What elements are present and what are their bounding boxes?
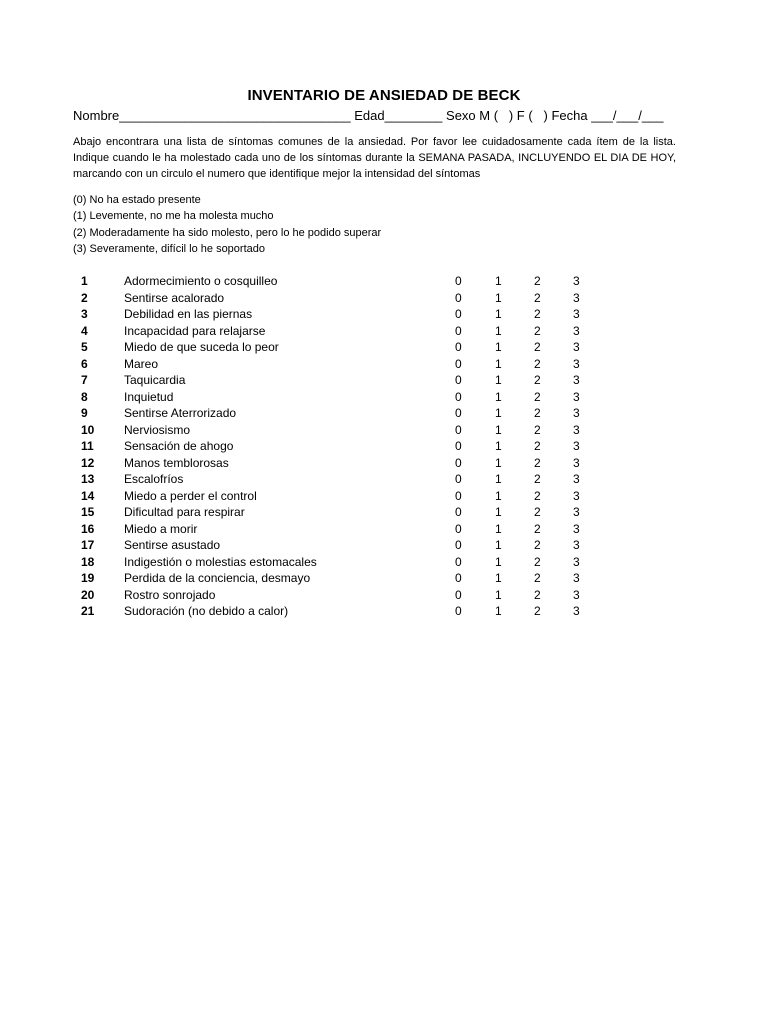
instructions-paragraph: Abajo encontrara una lista de síntomas comunes de la ansiedad. Por favor lee cuidadosamente cada ítem de la lista. Indique cuando le ha molestado cada uno de los síntomas durante la SEMANA PASADA, INCLUYENDO EL DIA DE HOY, marcando con un circulo el numero que identifique mejor la intensidad del síntomas (73, 136, 676, 180)
symptom-row (0, 389, 768, 406)
rating-option-2[interactable]: 2 (534, 422, 541, 437)
symptom-row (0, 372, 768, 389)
item-number: 5 (81, 340, 88, 354)
symptom-label: Perdida de la conciencia, desmayo (124, 571, 311, 585)
rating-option-1[interactable]: 1 (495, 538, 502, 552)
symptom-row (0, 504, 768, 521)
rating-option-2[interactable]: 2 (534, 587, 541, 602)
rating-option-2[interactable]: 2 (534, 340, 541, 354)
rating-option-3[interactable]: 3 (573, 455, 580, 470)
rating-option-0[interactable]: 0 (455, 604, 462, 618)
item-number: 19 (81, 571, 95, 585)
symptom-row (0, 438, 768, 455)
rating-option-3[interactable]: 3 (573, 604, 580, 618)
rating-option-3[interactable]: 3 (573, 571, 580, 585)
item-number: 6 (81, 356, 88, 371)
rating-option-2[interactable]: 2 (534, 406, 541, 420)
item-number: 9 (81, 406, 88, 420)
symptom-label: Manos temblorosas (124, 455, 229, 470)
symptom-row (0, 273, 768, 290)
rating-option-0[interactable]: 0 (455, 274, 462, 288)
rating-option-2[interactable]: 2 (534, 307, 541, 321)
symptom-row (0, 488, 768, 505)
respondent-info-line[interactable]: Nombre________________________________ Edad________ Sexo M ( ) F ( ) Fecha ___/___/___ (73, 108, 664, 123)
rating-option-0[interactable]: 0 (455, 488, 462, 503)
symptom-label: Rostro sonrojado (124, 587, 216, 602)
rating-option-3[interactable]: 3 (573, 323, 580, 338)
rating-option-3[interactable]: 3 (573, 472, 580, 486)
rating-option-0[interactable]: 0 (455, 439, 462, 453)
rating-option-1[interactable]: 1 (495, 587, 502, 602)
symptom-label: Miedo a morir (124, 521, 198, 536)
rating-option-2[interactable]: 2 (534, 604, 541, 618)
item-number: 10 (81, 422, 95, 437)
symptom-label: Sentirse Aterrorizado (124, 406, 237, 420)
item-number: 8 (81, 389, 88, 404)
rating-option-2[interactable]: 2 (534, 356, 541, 371)
rating-option-3[interactable]: 3 (573, 587, 580, 602)
rating-option-0[interactable]: 0 (455, 505, 462, 519)
rating-option-1[interactable]: 1 (495, 472, 502, 486)
symptom-row (0, 290, 768, 307)
rating-option-1[interactable]: 1 (495, 389, 502, 404)
symptom-row (0, 570, 768, 587)
rating-option-3[interactable]: 3 (573, 406, 580, 420)
rating-option-2[interactable]: 2 (534, 389, 541, 404)
rating-option-0[interactable]: 0 (455, 571, 462, 585)
rating-option-1[interactable]: 1 (495, 488, 502, 503)
scale-option-0: (0) No ha estado presente (73, 194, 201, 206)
rating-option-0[interactable]: 0 (455, 521, 462, 536)
symptom-row (0, 422, 768, 439)
rating-option-3[interactable]: 3 (573, 554, 580, 569)
symptom-label: Miedo a perder el control (124, 488, 257, 503)
rating-option-3[interactable]: 3 (573, 505, 580, 519)
rating-option-0[interactable]: 0 (455, 340, 462, 354)
rating-option-3[interactable]: 3 (573, 373, 580, 387)
rating-option-3[interactable]: 3 (573, 307, 580, 321)
rating-option-0[interactable]: 0 (455, 472, 462, 486)
rating-option-1[interactable]: 1 (495, 505, 502, 519)
symptom-label: Miedo de que suceda lo peor (124, 340, 279, 354)
scale-option-2: (2) Moderadamente ha sido molesto, pero lo he podido superar (73, 226, 382, 239)
rating-option-1[interactable]: 1 (495, 274, 502, 288)
rating-option-3[interactable]: 3 (573, 274, 580, 288)
item-number: 18 (81, 554, 95, 569)
symptom-row (0, 521, 768, 538)
symptom-label: Taquicardia (124, 373, 186, 387)
rating-option-1[interactable]: 1 (495, 406, 502, 420)
symptom-row (0, 306, 768, 323)
rating-option-1[interactable]: 1 (495, 571, 502, 585)
symptom-label: Sensación de ahogo (124, 439, 234, 453)
item-number: 3 (81, 307, 88, 321)
rating-option-3[interactable]: 3 (573, 290, 580, 305)
rating-option-2[interactable]: 2 (534, 274, 541, 288)
item-number: 11 (81, 439, 94, 453)
item-number: 13 (81, 472, 95, 486)
item-number: 14 (81, 488, 95, 503)
rating-option-2[interactable]: 2 (534, 323, 541, 338)
rating-option-2[interactable]: 2 (534, 521, 541, 536)
symptom-label: Adormecimiento o cosquilleo (124, 274, 278, 288)
symptom-label: Debilidad en las piernas (124, 307, 253, 321)
rating-option-1[interactable]: 1 (495, 439, 502, 453)
symptom-label: Indigestión o molestias estomacales (124, 554, 317, 569)
rating-option-2[interactable]: 2 (534, 455, 541, 470)
rating-option-0[interactable]: 0 (455, 538, 462, 552)
rating-option-1[interactable]: 1 (495, 356, 502, 371)
symptom-row (0, 537, 768, 554)
rating-option-2[interactable]: 2 (534, 472, 541, 486)
symptom-label: Nerviosismo (124, 422, 191, 437)
rating-option-0[interactable]: 0 (455, 422, 462, 437)
symptom-label: Sentirse acalorado (124, 290, 225, 305)
item-number: 4 (81, 323, 88, 338)
rating-scale-legend (73, 192, 381, 257)
symptom-row (0, 471, 768, 488)
rating-option-0[interactable]: 0 (455, 356, 462, 371)
item-number: 7 (81, 373, 88, 387)
rating-option-1[interactable]: 1 (495, 340, 502, 354)
rating-option-1[interactable]: 1 (495, 422, 502, 437)
rating-option-1[interactable]: 1 (495, 604, 502, 618)
rating-option-0[interactable]: 0 (455, 290, 462, 305)
symptom-row (0, 405, 768, 422)
symptom-row (0, 603, 768, 620)
rating-option-0[interactable]: 0 (455, 307, 462, 321)
rating-option-0[interactable]: 0 (455, 323, 462, 338)
symptom-label: Mareo (124, 356, 159, 371)
rating-option-0[interactable]: 0 (455, 587, 462, 602)
rating-option-1[interactable]: 1 (495, 307, 502, 321)
rating-option-3[interactable]: 3 (573, 356, 580, 371)
item-number: 12 (81, 455, 95, 470)
rating-option-3[interactable]: 3 (573, 538, 580, 552)
rating-option-2[interactable]: 2 (534, 488, 541, 503)
item-number: 20 (81, 587, 95, 602)
symptom-label: Sudoración (no debido a calor) (124, 604, 289, 618)
symptom-row (0, 323, 768, 340)
symptom-row (0, 356, 768, 373)
rating-option-1[interactable]: 1 (495, 554, 502, 569)
rating-option-1[interactable]: 1 (495, 373, 502, 387)
item-number: 16 (81, 521, 95, 536)
rating-option-0[interactable]: 0 (455, 389, 462, 404)
rating-option-3[interactable]: 3 (573, 389, 580, 404)
rating-option-3[interactable]: 3 (573, 439, 580, 453)
form-title: INVENTARIO DE ANSIEDAD DE BECK (247, 87, 521, 104)
rating-option-2[interactable]: 2 (534, 538, 541, 552)
symptom-label: Incapacidad para relajarse (124, 323, 266, 338)
symptom-label: Escalofríos (124, 472, 184, 486)
rating-option-0[interactable]: 0 (455, 406, 462, 420)
rating-option-2[interactable]: 2 (534, 373, 541, 387)
rating-option-0[interactable]: 0 (455, 455, 462, 470)
scale-option-1: (1) Levemente, no me ha molesta mucho (73, 210, 274, 223)
symptom-row (0, 554, 768, 571)
symptom-row (0, 339, 768, 356)
item-number: 2 (81, 290, 88, 305)
rating-option-3[interactable]: 3 (573, 340, 580, 354)
symptom-list (0, 273, 768, 620)
rating-option-0[interactable]: 0 (455, 373, 462, 387)
rating-option-2[interactable]: 2 (534, 571, 541, 585)
item-number: 15 (81, 505, 95, 519)
rating-option-1[interactable]: 1 (495, 290, 502, 305)
rating-option-2[interactable]: 2 (534, 290, 541, 305)
rating-option-2[interactable]: 2 (534, 439, 541, 453)
rating-option-2[interactable]: 2 (534, 505, 541, 519)
rating-option-2[interactable]: 2 (534, 554, 541, 569)
item-number: 17 (81, 538, 95, 552)
scale-option-3: (3) Severamente, difícil lo he soportado (73, 242, 265, 255)
symptom-label: Inquietud (124, 389, 174, 404)
symptom-label: Dificultad para respirar (124, 505, 245, 519)
symptom-label: Sentirse asustado (124, 538, 221, 552)
symptom-row (0, 587, 768, 604)
rating-option-0[interactable]: 0 (455, 554, 462, 569)
rating-option-3[interactable]: 3 (573, 422, 580, 437)
rating-option-1[interactable]: 1 (495, 455, 502, 470)
rating-option-3[interactable]: 3 (573, 521, 580, 536)
rating-option-3[interactable]: 3 (573, 488, 580, 503)
rating-option-1[interactable]: 1 (495, 521, 502, 536)
symptom-row (0, 455, 768, 472)
item-number: 1 (81, 274, 88, 288)
rating-option-1[interactable]: 1 (495, 323, 502, 338)
item-number: 21 (81, 604, 95, 618)
